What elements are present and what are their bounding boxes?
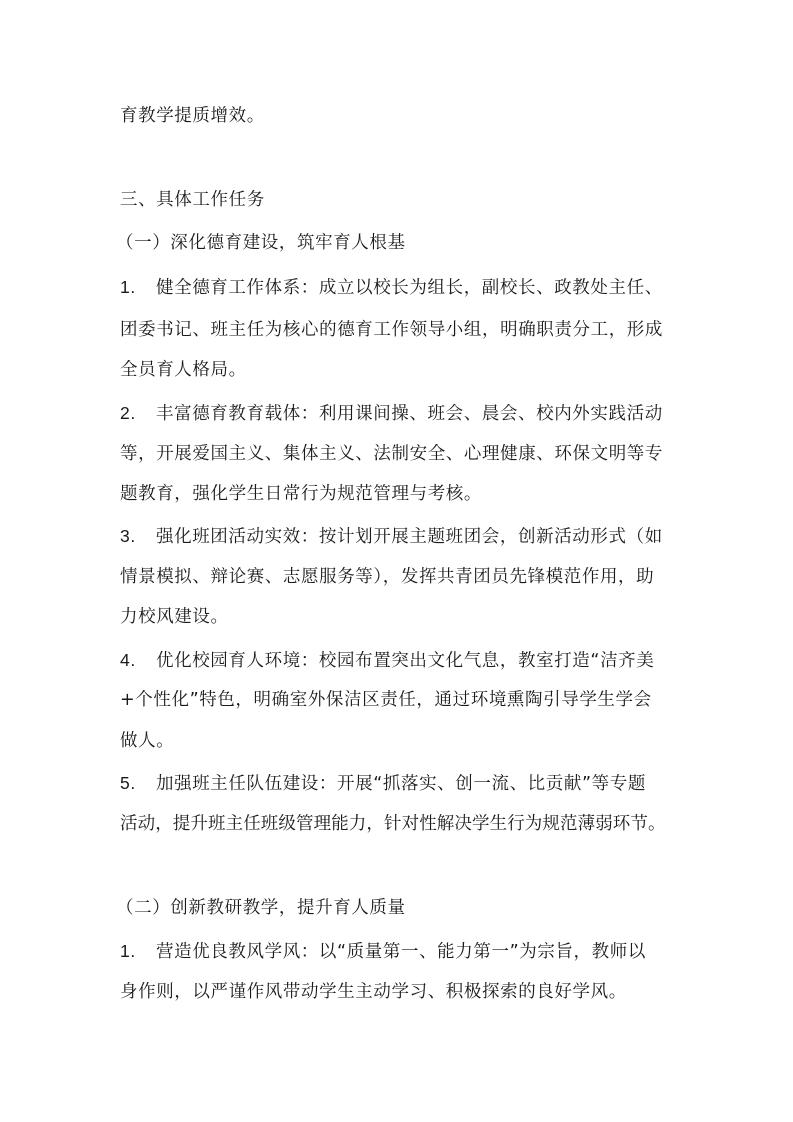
subsection-heading: （二）创新教研教学，提升育人质量 — [116, 898, 406, 918]
text-line: 等，开展爱国主义、集体主义、法制安全、心理健康、环保文明等专 — [120, 444, 663, 464]
text-line: +个性化”特色，明确室外保洁区责任，通过环境熏陶引导学生学会 — [120, 690, 652, 710]
list-item: 1. 营造优良教风学风：以“质量第一、能力第一”为宗旨，教师以 — [120, 941, 646, 962]
text-line: 团委书记、班主任为核心的德育工作领导小组，明确职责分工，形成 — [120, 320, 663, 340]
list-item: 4. 优化校园育人环境：校园布置突出文化气息，教室打造“洁齐美 — [120, 650, 655, 671]
text-line: 题教育，强化学生日常行为规范管理与考核。 — [120, 484, 482, 504]
text-line: 身作则，以严谨作风带动学生主动学习、积极探索的良好学风。 — [120, 982, 627, 1002]
text-line: 育教学提质增效。 — [120, 106, 265, 126]
list-number: 3. — [120, 526, 136, 546]
list-number: 1. — [120, 277, 136, 297]
list-number: 4. — [120, 650, 136, 670]
list-item: 3. 强化班团活动实效：按计划开展主题班团会，创新活动形式（如 — [120, 526, 663, 547]
list-item: 2. 丰富德育教育载体：利用课间操、班会、晨会、校内外实践活动 — [120, 403, 663, 424]
text-line: 做人。 — [120, 731, 175, 751]
list-number: 2. — [120, 403, 136, 423]
section-heading: 三、具体工作任务 — [120, 190, 265, 210]
list-item: 5. 加强班主任队伍建设：开展“抓落实、创一流、比贡献”等专题 — [120, 773, 646, 794]
subsection-heading: （一）深化德育建设，筑牢育人根基 — [116, 233, 406, 253]
text-line: 全员育人格局。 — [120, 360, 247, 380]
list-item: 1. 健全德育工作体系：成立以校长为组长，副校长、政教处主任、 — [120, 277, 663, 298]
list-number: 5. — [120, 773, 136, 793]
text-line: 活动，提升班主任班级管理能力，针对性解决学生行为规范薄弱环节。 — [120, 814, 666, 834]
list-number: 1. — [120, 941, 136, 961]
text-line: 情景模拟、辩论赛、志愿服务等），发挥共青团员先锋模范作用，助 — [120, 567, 655, 587]
text-line: 力校风建设。 — [120, 607, 229, 627]
